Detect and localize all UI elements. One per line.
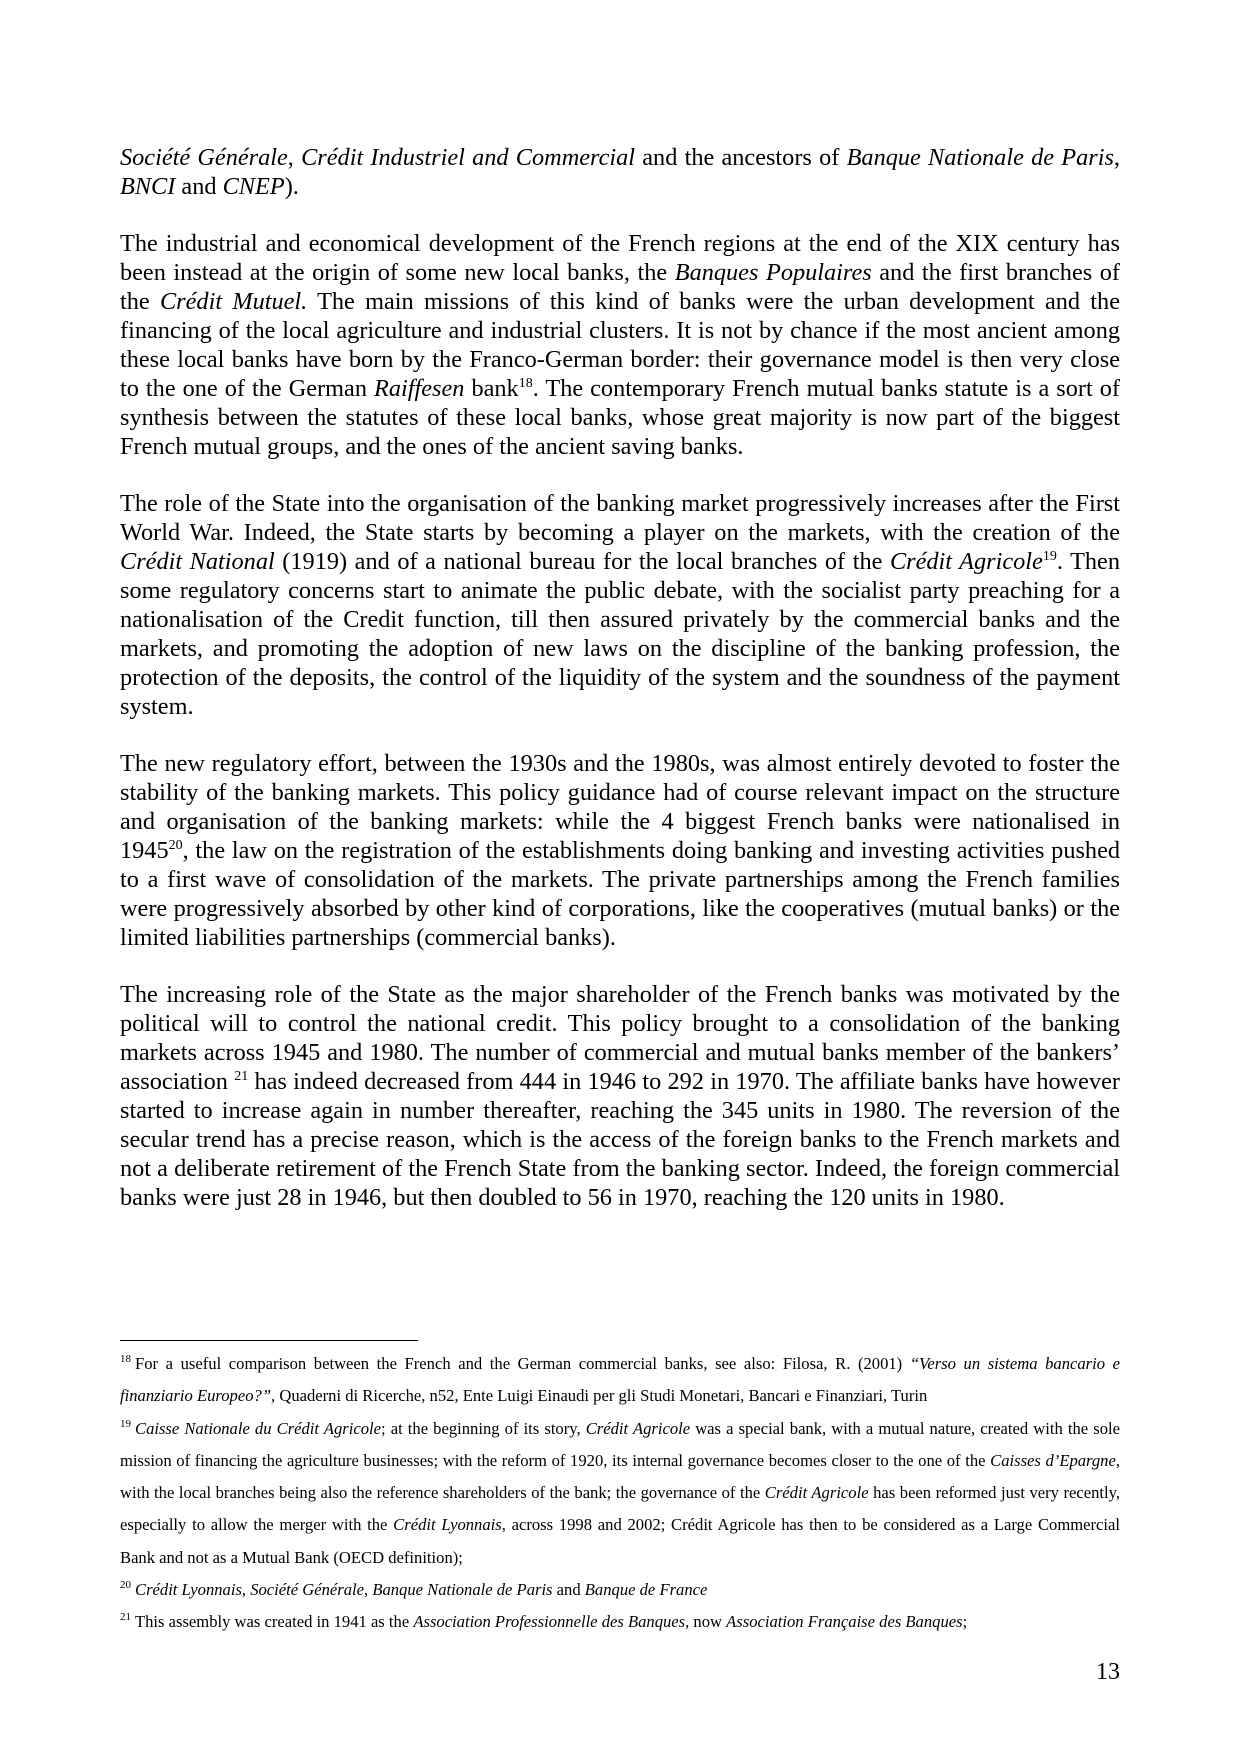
text-run: . The contemporary French mutual banks statute is a sort of synthesis between the statutes of these local banks, whose great majority is now part of the biggest French mutual groups, and the ones of the ancient saving banks.: [120, 375, 1121, 460]
text-run: ).: [284, 173, 299, 200]
italic-term: Banque Nationale de Paris: [372, 1580, 553, 1600]
paragraph-2: [120, 229, 1120, 461]
paragraph-1: [120, 143, 1120, 201]
text-run: (1919) and of a national bureau for the local branches of the: [274, 548, 890, 575]
text-run: ,: [364, 1580, 373, 1600]
italic-term: Caisse Nationale du Crédit Agricole: [135, 1418, 381, 1438]
text-run: ,: [1113, 144, 1120, 171]
italic-term: Crédit National: [120, 548, 275, 575]
text-run: This assembly was created in 1941 as the: [135, 1612, 414, 1632]
text-run: ; at the beginning of its story,: [380, 1418, 586, 1438]
text-run: The new regulatory effort, between the 1930s and the 1980s, was almost entirely devoted to foster the stability of the banking markets. This policy guidance had of course relevant impact on the structure and organisation of the banking markets: while the 4 biggest French banks were nationalised in 1945: [120, 750, 1120, 864]
italic-term: Crédit Agricole: [764, 1483, 869, 1503]
footnotes: [120, 1348, 1120, 1639]
body-text: [120, 143, 1120, 1240]
italic-term: Crédit Agricole: [889, 548, 1043, 575]
footnote-number: 18: [120, 1353, 131, 1365]
italic-term: Banques Populaires: [674, 259, 872, 286]
italic-term: Raiffesen: [374, 375, 465, 402]
footnote-20: [120, 1574, 1120, 1606]
footnote-ref-21[interactable]: 21: [234, 1069, 249, 1084]
paragraph-5: [120, 980, 1120, 1212]
text-run: ;: [962, 1612, 968, 1632]
footnote-separator: [120, 1340, 418, 1341]
text-run: The main missions of this kind of banks were the urban development and the financing of the local agriculture and industrial clusters. It is not by chance if the most ancient among these local banks have born by the Franco-German border: their governance model is then very close to the one of the German: [120, 288, 1120, 402]
italic-term: Crédit Agricole: [585, 1418, 691, 1438]
footnote-number: 20: [120, 1579, 131, 1592]
text-run: The role of the State into the organisation of the banking market progressively increases after the First World War. Indeed, the State starts by becoming a player on the markets, with the creation of the: [120, 490, 1120, 546]
footnote-number: 19: [120, 1417, 131, 1430]
text-run: , the law on the registration of the establishments doing banking and investing activities pushed to a first wave of consolidation of the markets. The private partnerships among the French families were progressively absorbed by other kind of corporations, like the cooperatives (mutual banks) or the limited liabilities partnerships (commercial banks).: [120, 837, 1120, 951]
text-run: was a special bank, with a mutual nature, created with the sole mission of financing the agriculture businesses; with the reform of 1920, its internal governance becomes closer to the one of the: [120, 1418, 1120, 1470]
footnote-21: [120, 1606, 1120, 1638]
text-run: . Then some regulatory concerns start to animate the public debate, with the socialist party preaching for a nationalisation of the Credit function, till then assured privately by the commercial banks and the markets, and promoting the adoption of new laws on the discipline of the banking profession, the protection of the deposits, the control of the liquidity of the system and the soundness of the payment system.: [120, 548, 1120, 720]
text-run: , with the local branches being also the reference shareholders of the bank; the governance of the: [120, 1450, 1121, 1503]
italic-term: Crédit Lyonnais, Société Générale: [135, 1580, 365, 1600]
italic-term: Crédit Lyonnais: [393, 1515, 502, 1535]
text-run: , across 1998 and 2002; Crédit Agricole has then to be considered as a Large Commercial Bank and not as a Mutual Bank (OECD definition);: [120, 1515, 1120, 1567]
footnote-number: 21: [120, 1611, 131, 1624]
footnote-ref-19[interactable]: 19: [1042, 549, 1057, 564]
paragraph-4: [120, 749, 1120, 952]
document-page: [120, 0, 1120, 1753]
italic-term: Caisses d’Epargne: [990, 1450, 1116, 1470]
text-run: bank: [464, 375, 519, 402]
text-run: and: [175, 173, 223, 200]
paragraph-3: [120, 489, 1120, 721]
footnote-ref-20[interactable]: 20: [168, 838, 183, 853]
italic-term: Crédit Mutuel.: [159, 288, 308, 315]
text-run: , now: [685, 1612, 727, 1632]
text-run: has indeed decreased from 444 in 1946 to 292 in 1970. The affiliate banks have however started to increase again in number thereafter, reaching the 345 units in 1980. The reversion of the secular trend has a precise reason, which is the access of the foreign banks to the French markets and not a deliberate retirement of the French State from the banking sector. Indeed, the foreign commercial banks were just 28 in 1946, but then doubled to 56 in 1970, reaching the 120 units in 1980.: [120, 1068, 1120, 1211]
text-run: For a useful comparison between the French and the German commercial banks, see also: Filosa, R. (2001): [135, 1354, 910, 1373]
italic-term: Société Générale: [120, 144, 288, 171]
text-run: The increasing role of the State as the major shareholder of the French banks was motivated by the political will to control the national credit. This policy brought to a consolidation of the banking markets across 1945 and 1980. The number of commercial and mutual banks member of the bankers’ association: [120, 981, 1120, 1095]
text-run: ,: [287, 144, 302, 171]
italic-term: Association Française des Banques: [726, 1612, 963, 1632]
text-run: and the first branches of the: [120, 259, 1120, 315]
italic-term: CNEP: [222, 173, 285, 200]
page-number: 13: [1096, 1659, 1120, 1685]
text-run: The industrial and economical development of the French regions at the end of the XIX century has been instead at the origin of some new local banks, the: [120, 230, 1120, 286]
italic-term: “Verso un sistema bancario e finanziario Europeo?”,: [120, 1354, 1120, 1406]
footnote-19: [120, 1413, 1120, 1574]
italic-term: Crédit Industriel and Commercial: [301, 144, 636, 171]
text-run: and: [552, 1580, 585, 1600]
italic-term: Banque Nationale de Paris: [846, 144, 1114, 171]
italic-term: Banque de France: [584, 1580, 708, 1600]
footnote-18: [120, 1348, 1120, 1413]
footnote-ref-18[interactable]: 18: [518, 376, 533, 391]
text-run: has been reformed just very recently, especially to allow the merger with the: [120, 1483, 1121, 1535]
italic-term: BNCI: [120, 173, 176, 200]
text-run: and the ancestors of: [635, 144, 847, 171]
text-run: Quaderni di Ricerche, n52, Ente Luigi Einaudi per gli Studi Monetari, Bancari e Finanziari, Turin: [275, 1386, 928, 1406]
italic-term: Association Professionnelle des Banques: [413, 1612, 686, 1632]
